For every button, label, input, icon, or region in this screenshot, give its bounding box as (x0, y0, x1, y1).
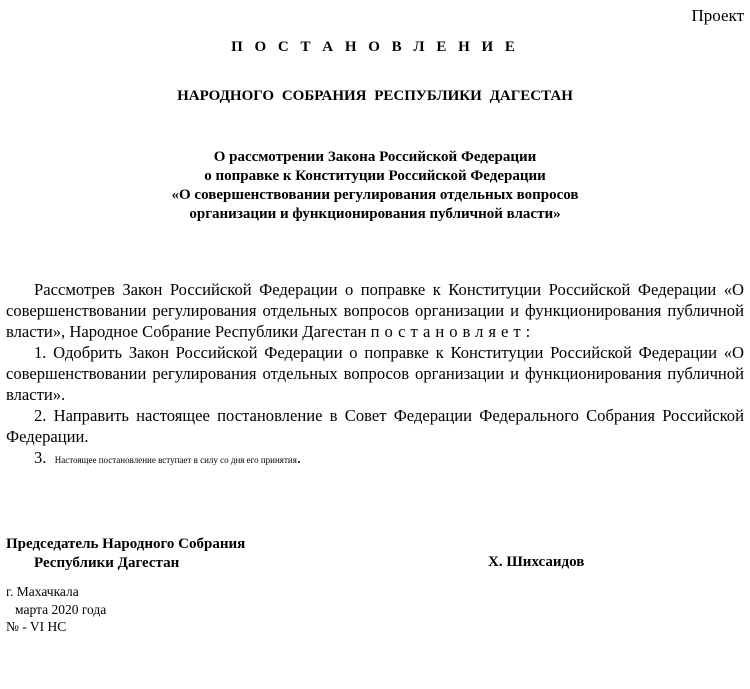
subject-line: О рассмотрении Закона Российской Федерации (213, 149, 537, 165)
preamble-paragraph (6, 279, 744, 342)
document-footer (6, 583, 106, 636)
chair-title-line1: Председатель Народного Собрания (6, 536, 246, 552)
document-title: П О С Т А Н О В Л Е Н И Е (231, 39, 519, 55)
item-3-number: 3. (34, 448, 47, 467)
item-3-end: . (296, 448, 301, 467)
footer-city: г. Махачкала (6, 584, 79, 599)
item-3 (6, 447, 744, 471)
signer-name: Х. Шихсаидов (488, 554, 585, 570)
preamble-text: Рассмотрев Закон Российской Федерации о поправке к Конституции Российской Федерации «О совершенствовании регулирования отдельных вопросов организации и функционирования публичной власти», Народное Собрание Республики Дагестан (6, 280, 744, 341)
chair-title-line2: Республики Дагестан (34, 555, 180, 571)
document-body (6, 279, 744, 471)
subject-line: о поправке к Конституции Российской Федерации (204, 168, 546, 184)
decree-word: постановляет: (370, 322, 536, 341)
organization-name: НАРОДНОГО СОБРАНИЯ РЕСПУБЛИКИ ДАГЕСТАН (177, 88, 573, 104)
footer-number: № - VI НС (6, 619, 67, 634)
draft-label: Проект (691, 6, 744, 25)
subject-line: организации и функционирования публичной власти» (189, 206, 561, 222)
footer-date: марта 2020 года (15, 601, 107, 617)
item-2: 2. Направить настоящее постановление в Совет Федерации Федерального Собрания Российской Федерации. (6, 406, 744, 446)
item-1: 1. Одобрить Закон Российской Федерации о поправке к Конституции Российской Федерации «О совершенствовании регулирования отдельных вопросов организации и функционирования публичной власти». (6, 343, 744, 404)
item-3-text: Настоящее постановление вступает в силу со дня его принятия (54, 455, 297, 465)
document-subject (0, 148, 750, 224)
chair-title (6, 535, 245, 573)
subject-line: «О совершенствовании регулирования отдельных вопросов (171, 187, 579, 203)
